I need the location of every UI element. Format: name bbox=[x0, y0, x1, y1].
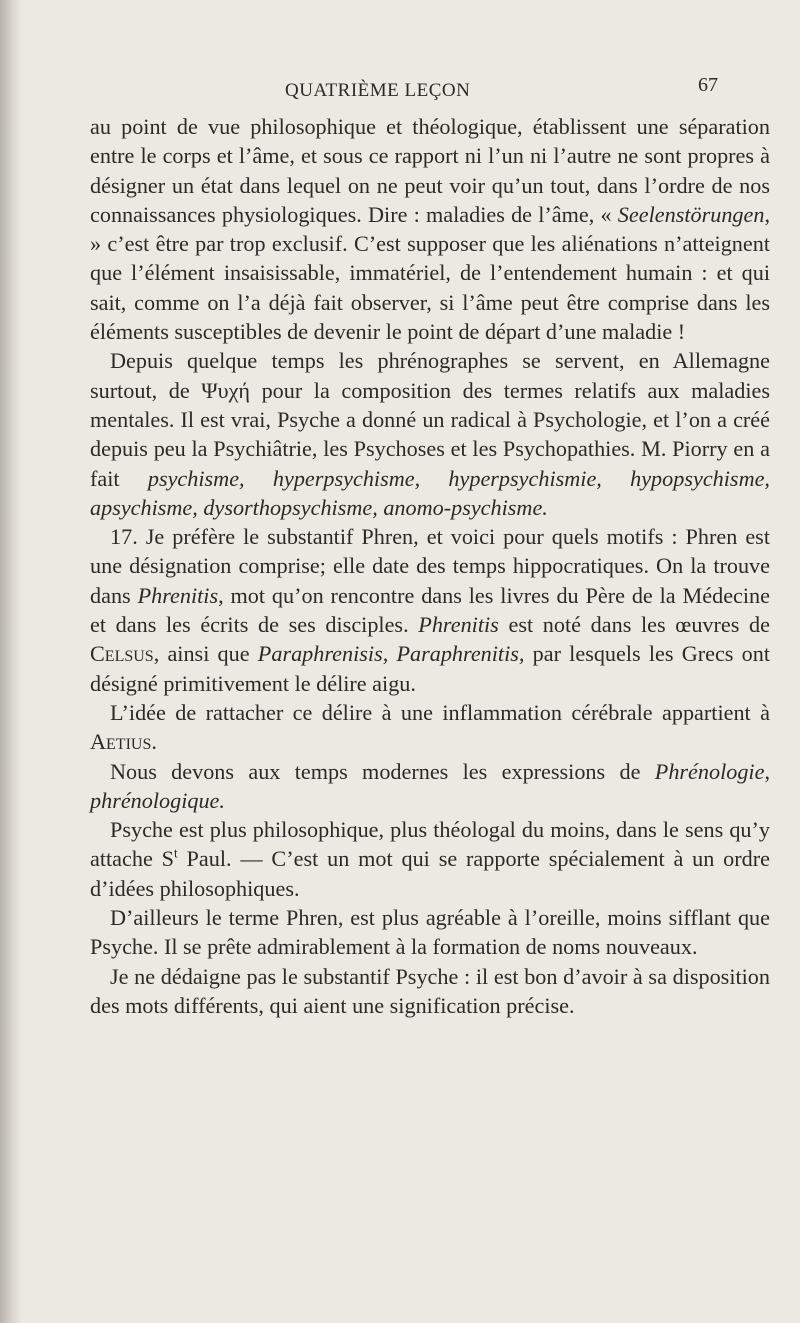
book-page bbox=[90, 70, 770, 1310]
book-gutter-shadow bbox=[0, 0, 22, 1323]
text-run: Depuis quelque temps les phrénographes se servent, en Allemagne surtout, de bbox=[90, 348, 770, 403]
paragraph-7 bbox=[90, 903, 770, 962]
text-run: Celsus bbox=[90, 641, 154, 667]
text-run: t bbox=[174, 846, 178, 862]
body-text bbox=[90, 112, 770, 1020]
text-run: pour la composition des termes relatifs aux maladies mentales. Il est vrai, Psyche a donné un radical à Psychologie, et l’on a créé depuis peu la Psychiâtrie, les Psychoses et les Psychopathies. M. Piorry en a fait bbox=[90, 377, 770, 491]
text-run: Paul. — C’est un mot qui se rapporte spécialement à un ordre d’idées philosophiques. bbox=[90, 846, 770, 901]
page-header bbox=[90, 70, 770, 110]
paragraph-2 bbox=[90, 346, 770, 522]
text-run: Je ne dédaigne pas le substantif Psyche : il est bon d’avoir à sa disposition des mots différents, qui aient une signification précise. bbox=[90, 963, 770, 1018]
text-run: 17. Je préfère le substantif Phren, et voici pour quels motifs : Phren est une désignation comprise; elle date des temps hippocratiques. On la trouve dans bbox=[90, 524, 770, 608]
text-run: phrénologique. bbox=[90, 787, 225, 813]
text-run: , ainsi que bbox=[153, 641, 258, 667]
text-run: Psyche est plus philosophique, plus théologal du moins, dans le sens qu’y attache S bbox=[90, 817, 770, 872]
text-run: Ψυχή bbox=[201, 377, 251, 403]
text-run: Phrenitis bbox=[418, 612, 499, 638]
page-number: 67 bbox=[698, 74, 718, 96]
paragraph-4 bbox=[90, 698, 770, 757]
running-head: QUATRIÈME LEÇON bbox=[285, 80, 471, 101]
text-run: Paraphrenisis, Paraphrenitis, bbox=[257, 641, 525, 667]
text-run: Phrenitis bbox=[137, 582, 219, 608]
text-run: Phrénologie bbox=[654, 758, 765, 784]
text-run: L’idée de rattacher ce délire à une inflammation cérébrale appartient à bbox=[110, 699, 770, 725]
text-run: au point de vue philosophique et théologique, établissent une séparation entre le corps et l’âme, et sous ce rapport ni l’un ni l’autre ne sont propres à désigner un état dans lequel on ne peut voir qu’un tout, dans l’ordre de nos connaissances physiologiques. Dire : maladies de l’âme, « bbox=[90, 114, 770, 227]
paragraph-6 bbox=[90, 815, 770, 903]
paragraph-3 bbox=[90, 522, 770, 698]
text-run: D’ailleurs le terme Phren, est plus agréable à l’oreille, moins sifflant que Psyche. Il se prête admirablement à la formation de noms nouveaux. bbox=[90, 905, 770, 960]
text-run: psychisme, hyperpsychisme, hyperpsychismie, hypopsychisme, apsychisme, dysorthopsychisme, anomo-psychisme. bbox=[90, 465, 770, 520]
text-run: . bbox=[151, 729, 157, 755]
text-run: par lesquels les Grecs ont désigné primitivement le délire aigu. bbox=[90, 641, 770, 696]
paragraph-1 bbox=[90, 112, 770, 346]
text-run: Nous devons aux temps modernes les expressions de bbox=[110, 758, 655, 784]
text-run: Seelenstörungen bbox=[617, 201, 765, 227]
text-run: est noté dans les œuvres de bbox=[498, 612, 770, 638]
text-run: , bbox=[764, 758, 770, 784]
text-run: Aetius bbox=[90, 729, 152, 755]
text-run: , » c’est être par trop exclusif. C’est supposer que les aliénations n’atteignent que l’élément insaisissable, immatériel, de l’entendement humain : et qui sait, comme on l’a déjà fait observer, si l’âme peut être comprise dans les éléments susceptibles de devenir le point de départ d’une maladie ! bbox=[90, 201, 770, 345]
paragraph-5 bbox=[90, 757, 770, 816]
text-run: , mot qu’on rencontre dans les livres du Père de la Médecine et dans les écrits de ses disciples. bbox=[90, 582, 771, 638]
paragraph-8 bbox=[90, 962, 770, 1021]
